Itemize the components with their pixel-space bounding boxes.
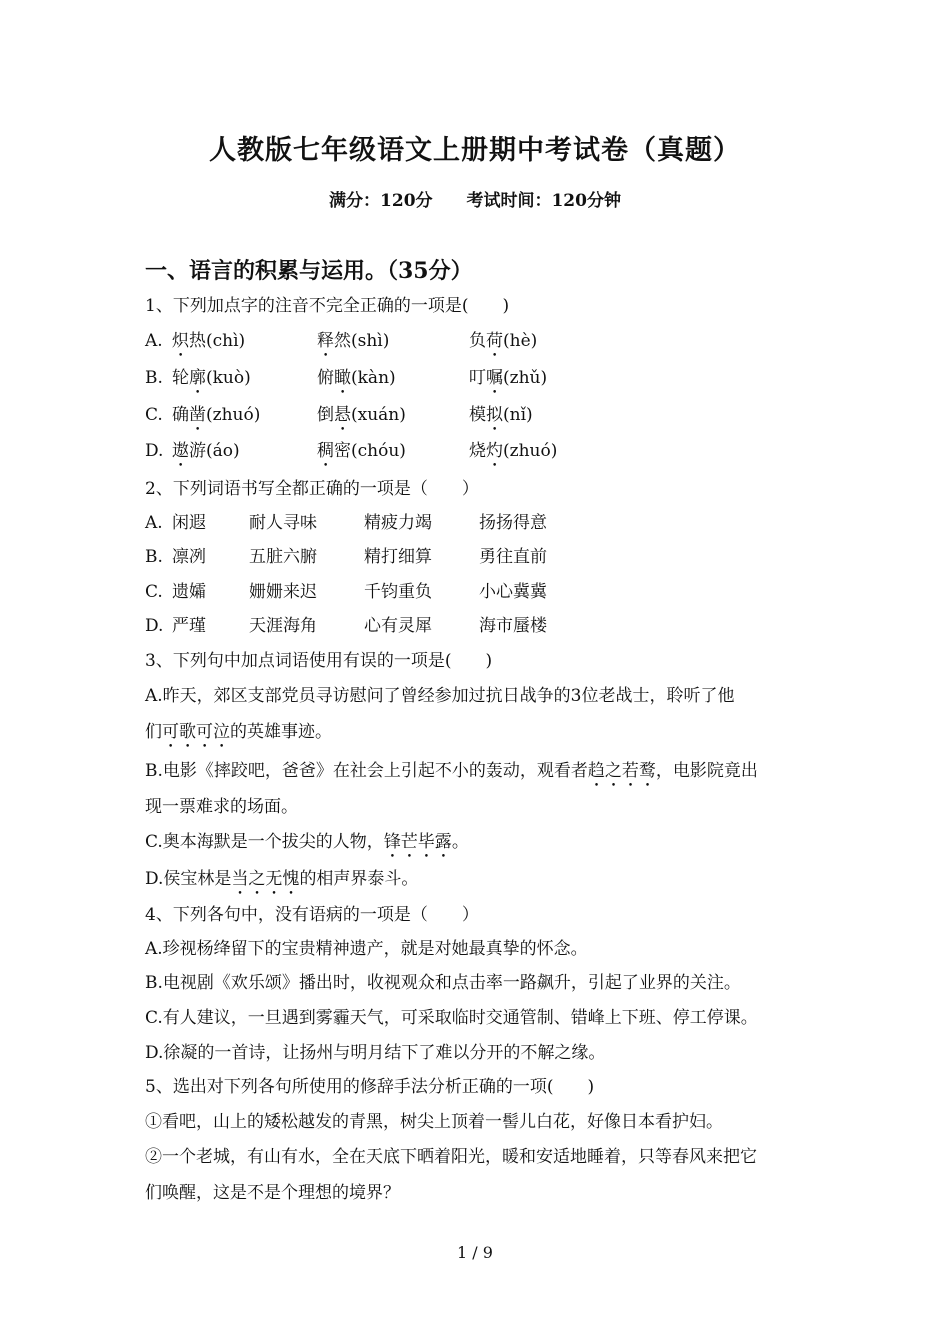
q3-option-a-line-2: 们可歌可泣的英雄事迹。: [145, 722, 332, 742]
q4-option-a: A.珍视杨绛留下的宝贵精神遗产，就是对她最真挚的怀念。: [145, 939, 588, 959]
q4-option-c: C.有人建议，一旦遇到雾霾天气，可采取临时交通管制、错峰上下班、停工停课。: [145, 1008, 758, 1028]
dotted-phrase: 锋芒毕露: [383, 832, 452, 852]
q3-option-b-line-1: B.电影《摔跤吧，爸爸》在社会上引起不小的轰动，观看者趋之若鹜，电影院竟出: [145, 761, 758, 781]
q3-option-a-line-1: A.昨天，郊区支部党员寻访慰问了曾经参加过抗日战争的3位老战士，聆听了他: [145, 686, 735, 706]
page-number: 1 / 9: [457, 1243, 493, 1262]
q5-sentence-1: ①看吧，山上的矮松越发的青黑，树尖上顶着一髻儿白花，好像日本看护妇。: [145, 1112, 723, 1132]
question-4-stem: 4、下列各句中，没有语病的一项是（ ）: [145, 905, 479, 925]
q3-option-c: C.奥本海默是一个拔尖的人物，锋芒毕露。: [145, 832, 469, 852]
exam-info: [0, 186, 950, 211]
q2-option-d: D. 严瑾 天涯海角 心有灵犀 海市蜃楼: [145, 616, 547, 636]
q1-option-b: B. 轮廓(kuò) 俯瞰(kàn) 叮嘱(zhǔ): [145, 368, 548, 388]
q2-option-a: A. 闲遐 耐人寻味 精疲力竭 扬扬得意: [145, 513, 547, 533]
q1-option-d: D. 遨游(áo) 稠密(chóu) 烧灼(zhuó): [145, 441, 558, 461]
q1-option-a: A. 炽热(chì) 释然(shì) 负荷(hè): [145, 331, 538, 351]
q4-option-d: D.徐凝的一首诗，让扬州与明月结下了难以分开的不解之缘。: [145, 1043, 606, 1063]
q3-option-b-line-2: 现一票难求的场面。: [145, 797, 298, 817]
dotted-phrase: 趋之若鹜: [587, 761, 656, 781]
exam-time: 考试时间：120分钟: [466, 191, 621, 211]
page-title: 人教版七年级语文上册期中考试卷（真题）: [209, 135, 741, 166]
q2-option-c: C. 遗孀 姗姗来迟 千钧重负 小心冀冀: [145, 582, 547, 602]
section-heading: 一、语言的积累与运用。（35分）: [145, 258, 473, 284]
question-5-stem: 5、选出对下列各句所使用的修辞手法分析正确的一项( ): [145, 1077, 595, 1097]
q2-option-b: B. 凛冽 五脏六腑 精打细算 勇往直前: [145, 547, 547, 567]
q1-option-c: C. 确凿(zhuó) 倒悬(xuán) 模拟(nǐ): [145, 405, 533, 425]
q5-sentence-2-line-2: 们唤醒，这是不是个理想的境界？: [145, 1183, 400, 1203]
dotted-phrase: 可歌可泣: [162, 722, 230, 742]
question-2-stem: 2、下列词语书写全都正确的一项是（ ）: [145, 479, 479, 499]
q4-option-b: B.电视剧《欢乐颂》播出时，收视观众和点击率一路飙升，引起了业界的关注。: [145, 973, 741, 993]
dotted-phrase: 当之无愧: [231, 869, 300, 889]
question-3-stem: 3、下列句中加点词语使用有误的一项是( ): [145, 651, 493, 671]
full-score: 满分：120分: [329, 191, 433, 211]
q5-sentence-2-line-1: ②一个老城，有山有水，全在天底下晒着阳光，暖和安适地睡着，只等春风来把它: [145, 1147, 757, 1167]
question-1-stem: 1、下列加点字的注音不完全正确的一项是( ): [145, 296, 510, 316]
q3-option-d: D.侯宝林是当之无愧的相声界泰斗。: [145, 869, 419, 889]
